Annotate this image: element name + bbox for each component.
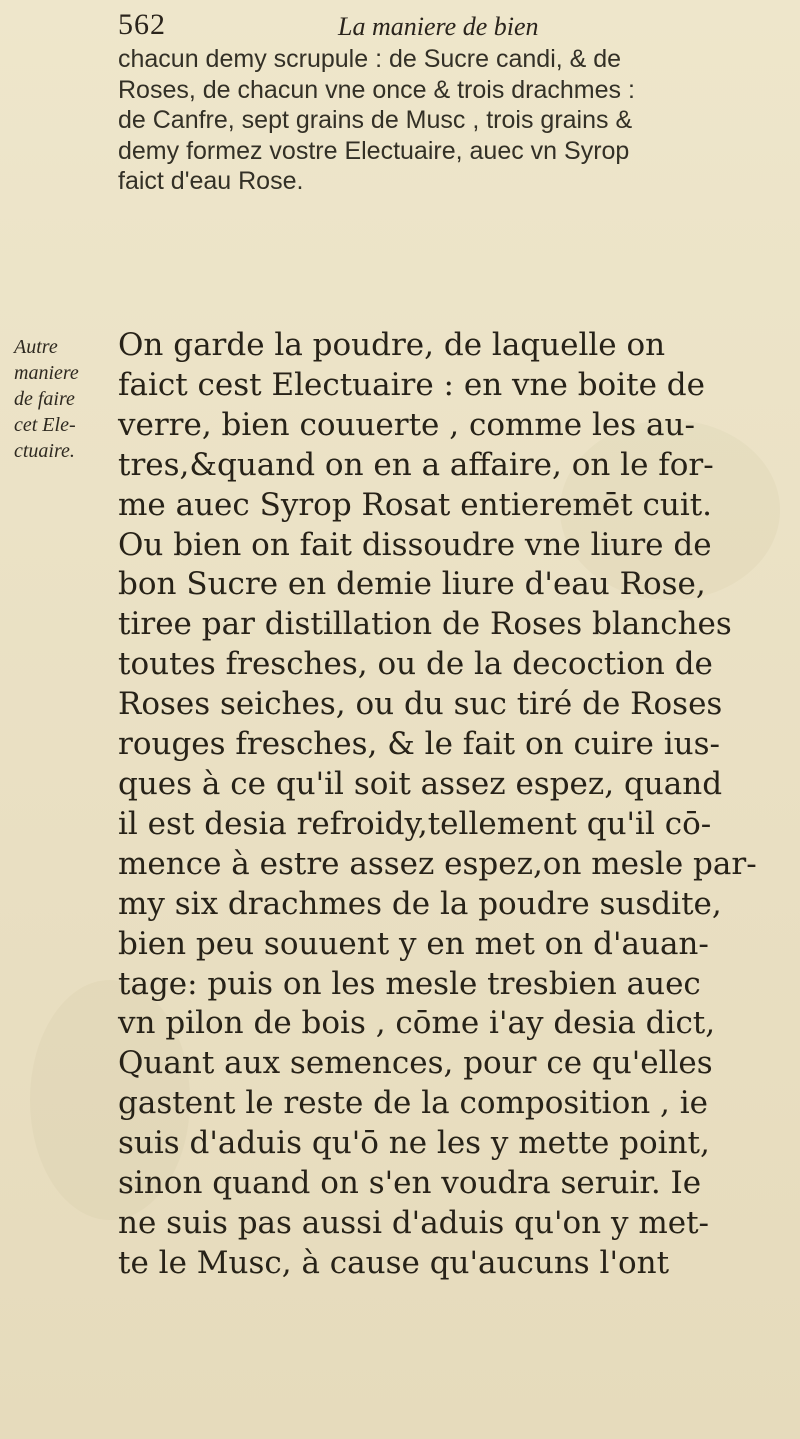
text-line: suis d'aduis qu'ō ne les y mette point, <box>118 1125 710 1162</box>
margin-note-line: maniere <box>14 362 79 384</box>
text-line: tiree par distillation de Roses blanches <box>118 606 732 643</box>
main-paragraph <box>118 326 786 1284</box>
text-line: te le Musc, à cause qu'aucuns l'ont <box>118 1244 670 1281</box>
text-line: rouges fresches, & le fait on cuire ius- <box>118 726 720 763</box>
text-line: verre, bien couuerte , comme les au- <box>118 406 695 443</box>
page-header <box>118 6 718 46</box>
top-paragraph <box>118 44 778 197</box>
text-line: chacun demy scrupule : de Sucre candi, & de <box>118 45 622 73</box>
text-line: mence à estre assez espez,on mesle par- <box>118 845 757 882</box>
text-line: me auec Syrop Rosat entieremēt cuit. <box>118 486 713 523</box>
text-line: tage: puis on les mesle tresbien auec <box>118 965 701 1002</box>
text-line: Ou bien on fait dissoudre vne liure de <box>118 526 712 563</box>
text-line: my six drachmes de la poudre susdite, <box>118 885 722 922</box>
running-title: La maniere de bien <box>338 12 539 41</box>
text-line: tres,&quand on en a affaire, on le for- <box>118 446 714 483</box>
text-line: Quant aux semences, pour ce qu'elles <box>118 1045 713 1082</box>
text-line: de Canfre, sept grains de Musc , trois grains & <box>118 106 633 134</box>
margin-note <box>14 334 114 464</box>
margin-note-line: ctuaire. <box>14 440 75 462</box>
page-number: 562 <box>118 8 166 41</box>
text-line: ques à ce qu'il soit assez espez, quand <box>118 765 723 802</box>
text-line: gastent le reste de la composition , ie <box>118 1085 709 1122</box>
text-line: il est desia refroidy,tellement qu'il cō- <box>118 805 712 842</box>
text-line: sinon quand on s'en voudra seruir. Ie <box>118 1165 702 1202</box>
text-line: faict d'eau Rose. <box>118 167 304 195</box>
text-line: bien peu souuent y en met on d'auan- <box>118 925 709 962</box>
text-line: faict cest Electuaire : en vne boite de <box>118 366 705 403</box>
margin-note-line: cet Ele- <box>14 414 76 436</box>
margin-note-line: Autre <box>14 336 58 358</box>
text-line: Roses seiches, ou du suc tiré de Roses <box>118 686 723 723</box>
text-line: Roses, de chacun vne once & trois drachmes : <box>118 75 635 104</box>
text-line: ne suis pas aussi d'aduis qu'on y met- <box>118 1204 710 1241</box>
text-line: vn pilon de bois , cōme i'ay desia dict, <box>118 1005 716 1042</box>
text-line: On garde la poudre, de laquelle on <box>118 327 666 363</box>
margin-note-line: de faire <box>14 388 75 410</box>
text-line: demy formez vostre Electuaire, auec vn Syrop <box>118 136 630 165</box>
text-line: toutes fresches, ou de la decoction de <box>118 646 713 683</box>
text-line: bon Sucre en demie liure d'eau Rose, <box>118 566 706 603</box>
